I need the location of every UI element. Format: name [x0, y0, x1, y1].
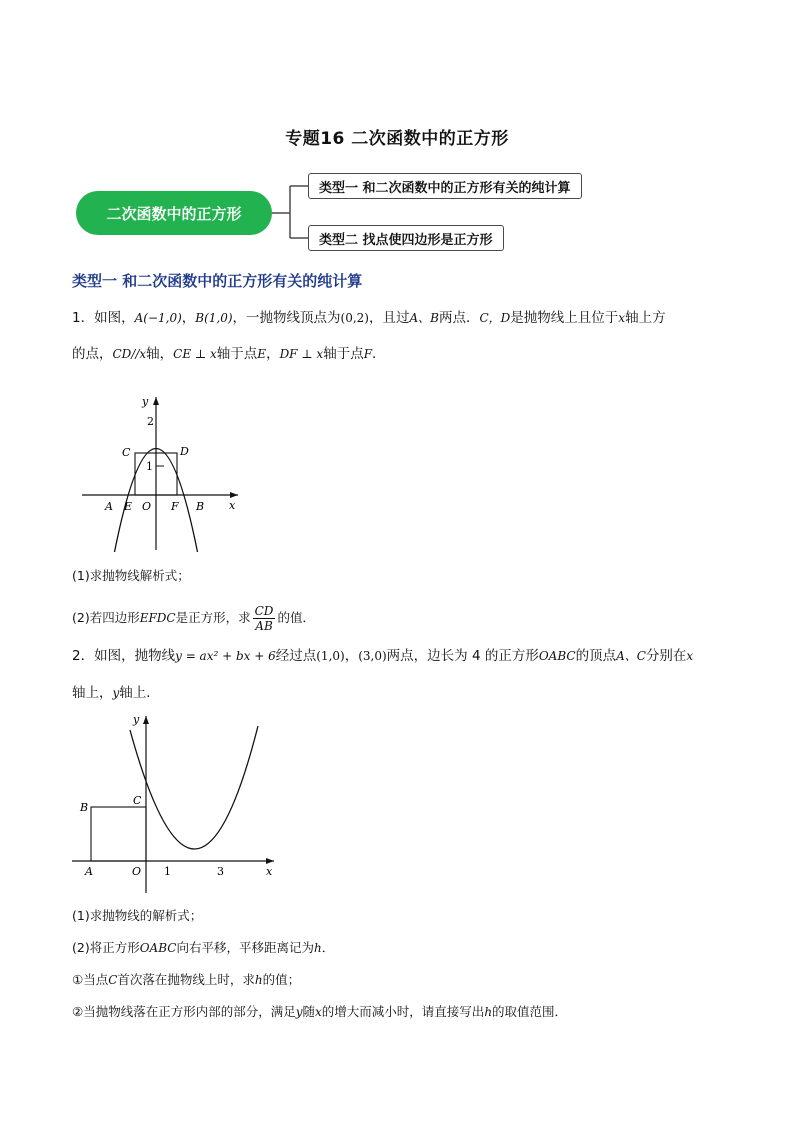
problem1-sub1: (1)求抛物线解析式；	[72, 568, 190, 583]
fig2-label-C: C	[133, 794, 142, 807]
fig1-label-2: 2	[147, 415, 154, 428]
problem2-case1: ①当点C首次落在抛物线上时，求h的值；	[72, 972, 301, 987]
problem1-sub2: (2)若四边形EFDC是正方形，求 $\frac{CD}{AB}$ 的值．	[72, 604, 315, 633]
fig1-label-F: F	[171, 500, 179, 513]
problem2-case2: ②当抛物线落在正方形内部的部分，满足y随x的增大而减小时，请直接写出h的取值范围．	[72, 1004, 568, 1019]
fig1-label-A: A	[105, 500, 113, 513]
fig2-label-B: B	[80, 801, 89, 814]
fig1-label-C: C	[122, 446, 131, 459]
mindmap-branch-2: 类型二 找点使四边形是正方形	[308, 225, 504, 251]
problem1-line1: 1．如图，A(−1,0)，B(1,0)，一抛物线顶点为(0,2)，且过A、B两点．C，D是抛物线上且位于x轴上方	[72, 310, 666, 326]
fig1-label-x: x	[229, 499, 236, 512]
section-heading: 类型一 和二次函数中的正方形有关的纯计算	[72, 272, 363, 290]
fig2-label-x: x	[266, 865, 273, 878]
problem2-figure	[68, 710, 288, 895]
fig2-label-A: A	[85, 865, 93, 878]
fig1-label-O: O	[142, 500, 152, 513]
fig2-label-1: 1	[164, 865, 171, 878]
fig1-label-1: 1	[146, 460, 153, 473]
mindmap-root: 二次函数中的正方形	[76, 191, 272, 235]
problem2-line2: 轴上，y轴上．	[72, 685, 160, 701]
page-title: 专题16 二次函数中的正方形	[285, 129, 509, 149]
fig1-label-D: D	[180, 445, 189, 458]
mindmap-branch-1: 类型一 和二次函数中的正方形有关的纯计算	[308, 173, 582, 199]
fig1-label-y: y	[142, 395, 149, 408]
fig2-label-y: y	[133, 713, 140, 726]
fraction-cd-ab: $\frac{CD}{AB}$	[254, 604, 274, 633]
fig1-label-E: E	[124, 500, 133, 513]
problem1-line2: 的点，CD//x轴，CE ⊥ x轴于点E，DF ⊥ x轴于点F．	[72, 346, 386, 362]
problem2-sub1: (1)求抛物线的解析式；	[72, 908, 203, 923]
problem2-sub2: (2)将正方形OABC向右平移，平移距离记为h．	[72, 940, 335, 955]
fig1-label-B: B	[196, 500, 205, 513]
problem1-figure	[78, 392, 248, 552]
problem2-line1: 2．如图，抛物线y = ax² + bx + 6经过点(1,0)，(3,0)两点，边长为 4 的正方形OABC的顶点A、C分别在x	[72, 648, 694, 664]
fig2-label-3: 3	[217, 865, 224, 878]
fig2-label-O: O	[132, 865, 142, 878]
